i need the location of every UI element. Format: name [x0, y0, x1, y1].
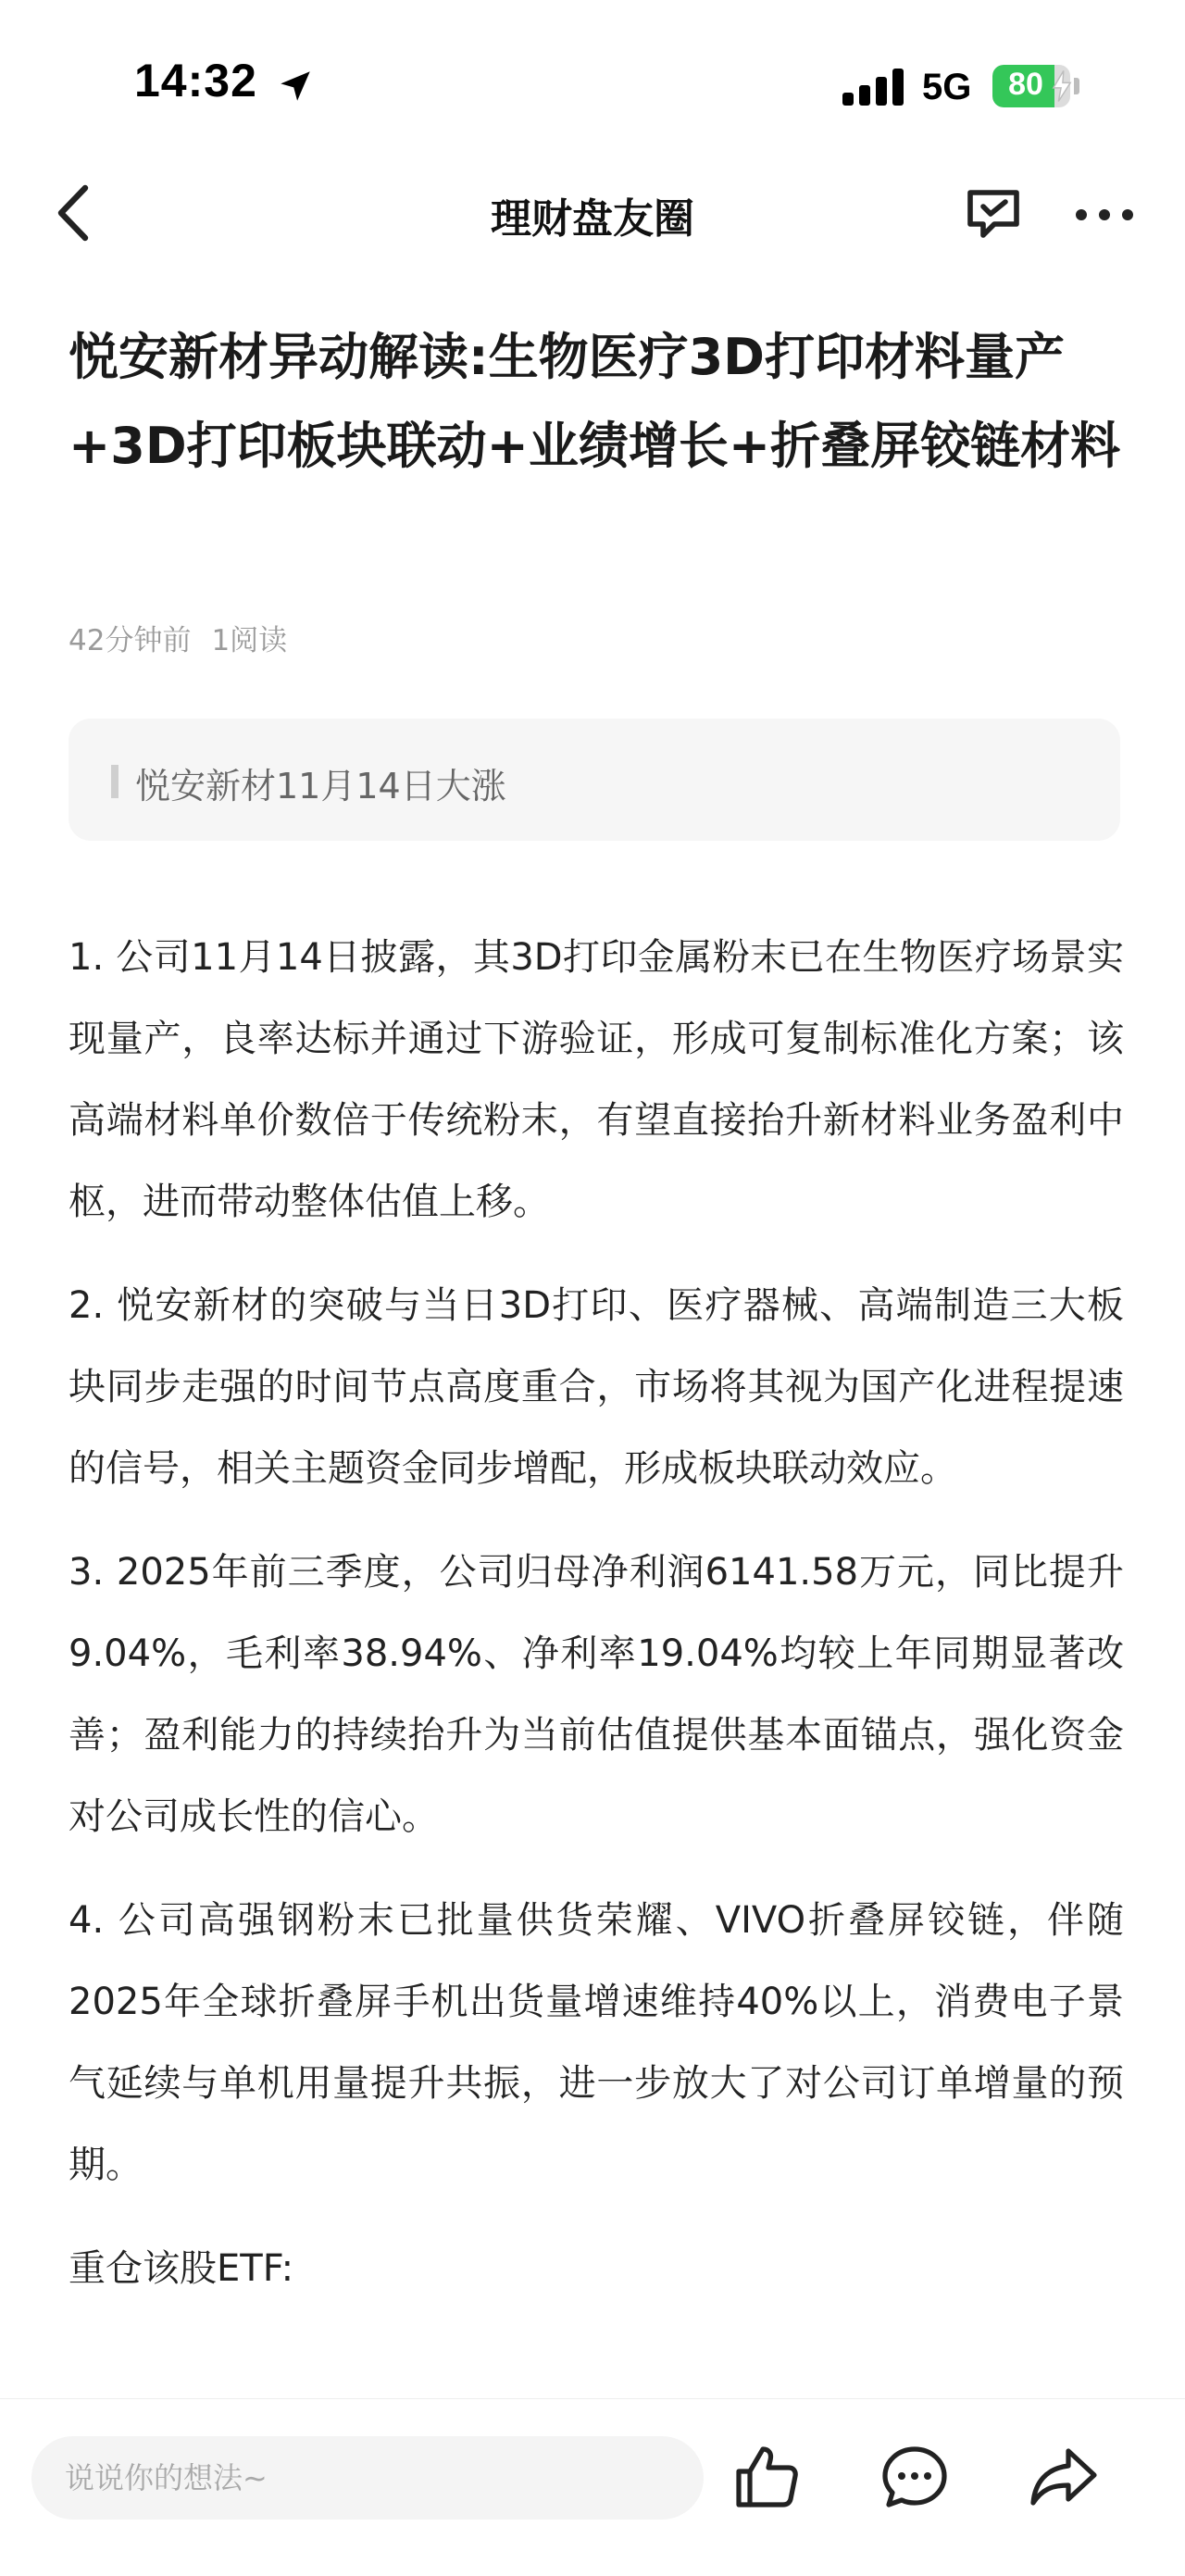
share-arrow-icon	[1033, 2451, 1094, 2503]
publish-time: 42分钟前	[69, 624, 192, 657]
article-body	[69, 917, 1124, 2309]
article-meta	[69, 617, 287, 658]
etf-heading: 重仓该股ETF:	[69, 2247, 294, 2290]
network-type: 5G	[922, 67, 972, 107]
article-paragraph: 2. 悦安新材的突破与当日3D打印、医疗器械、高端制造三大板块同步走强的时间节点高度重合，市场将其视为国产化进程提速的信号，相关主题资金同步增配，形成板块联动效应。	[69, 1284, 1124, 1490]
read-count: 1阅读	[211, 624, 288, 657]
quote-box	[69, 719, 1120, 841]
back-button[interactable]	[48, 181, 104, 245]
thumbs-up-icon	[739, 2449, 795, 2505]
article-paragraph: 4. 公司高强钢粉末已批量供货荣耀、VIVO折叠屏铰链，伴随2025年全球折叠屏手机出货量增速维持40%以上，消费电子景气延续与单机用量提升共振，进一步放大了对公司订单增量的预期。	[69, 1899, 1124, 2186]
page-title: 理财盘友圈	[491, 195, 694, 243]
bottom-action-bar	[0, 2398, 1185, 2576]
bolt-icon	[1052, 70, 1072, 102]
cellular-signal-icon	[842, 69, 904, 106]
status-bar	[0, 0, 1185, 176]
article-title: 悦安新材异动解读:生物医疗3D打印材料量产+3D打印板块联动+业绩增长+折叠屏铰链材料	[69, 328, 1121, 475]
share-button[interactable]	[1028, 2442, 1098, 2512]
more-dots-icon	[1076, 209, 1133, 220]
message-button[interactable]	[963, 183, 1024, 244]
quote-text: 悦安新材11月14日大涨	[135, 766, 506, 807]
location-arrow-icon	[276, 67, 315, 106]
status-time: 14:32	[134, 55, 257, 106]
quote-bar	[111, 765, 118, 798]
comment-bubble-icon	[885, 2449, 944, 2505]
battery-level: 80	[1008, 67, 1043, 102]
message-icon	[970, 193, 1017, 235]
article-paragraph: 3. 2025年前三季度，公司归母净利润6141.58万元，同比提升9.04%，毛利率38.94%、净利率19.04%均较上年同期显著改善；盈利能力的持续抬升为当前估值提供基本面锚点，强化资金对公司成长性的信心。	[69, 1551, 1124, 1838]
chevron-left-icon	[61, 188, 85, 238]
like-button[interactable]	[731, 2442, 802, 2512]
more-button[interactable]	[1072, 196, 1137, 233]
battery-tip	[1074, 78, 1079, 94]
comment-input[interactable]	[31, 2436, 704, 2520]
comment-button[interactable]	[879, 2442, 950, 2512]
article-paragraph: 1. 公司11月14日披露，其3D打印金属粉末已在生物医疗场景实现量产，良率达标并通过下游验证，形成可复制标准化方案；该高端材料单价数倍于传统粉末，有望直接抬升新材料业务盈利中枢，进而带动整体估值上移。	[69, 936, 1124, 1223]
